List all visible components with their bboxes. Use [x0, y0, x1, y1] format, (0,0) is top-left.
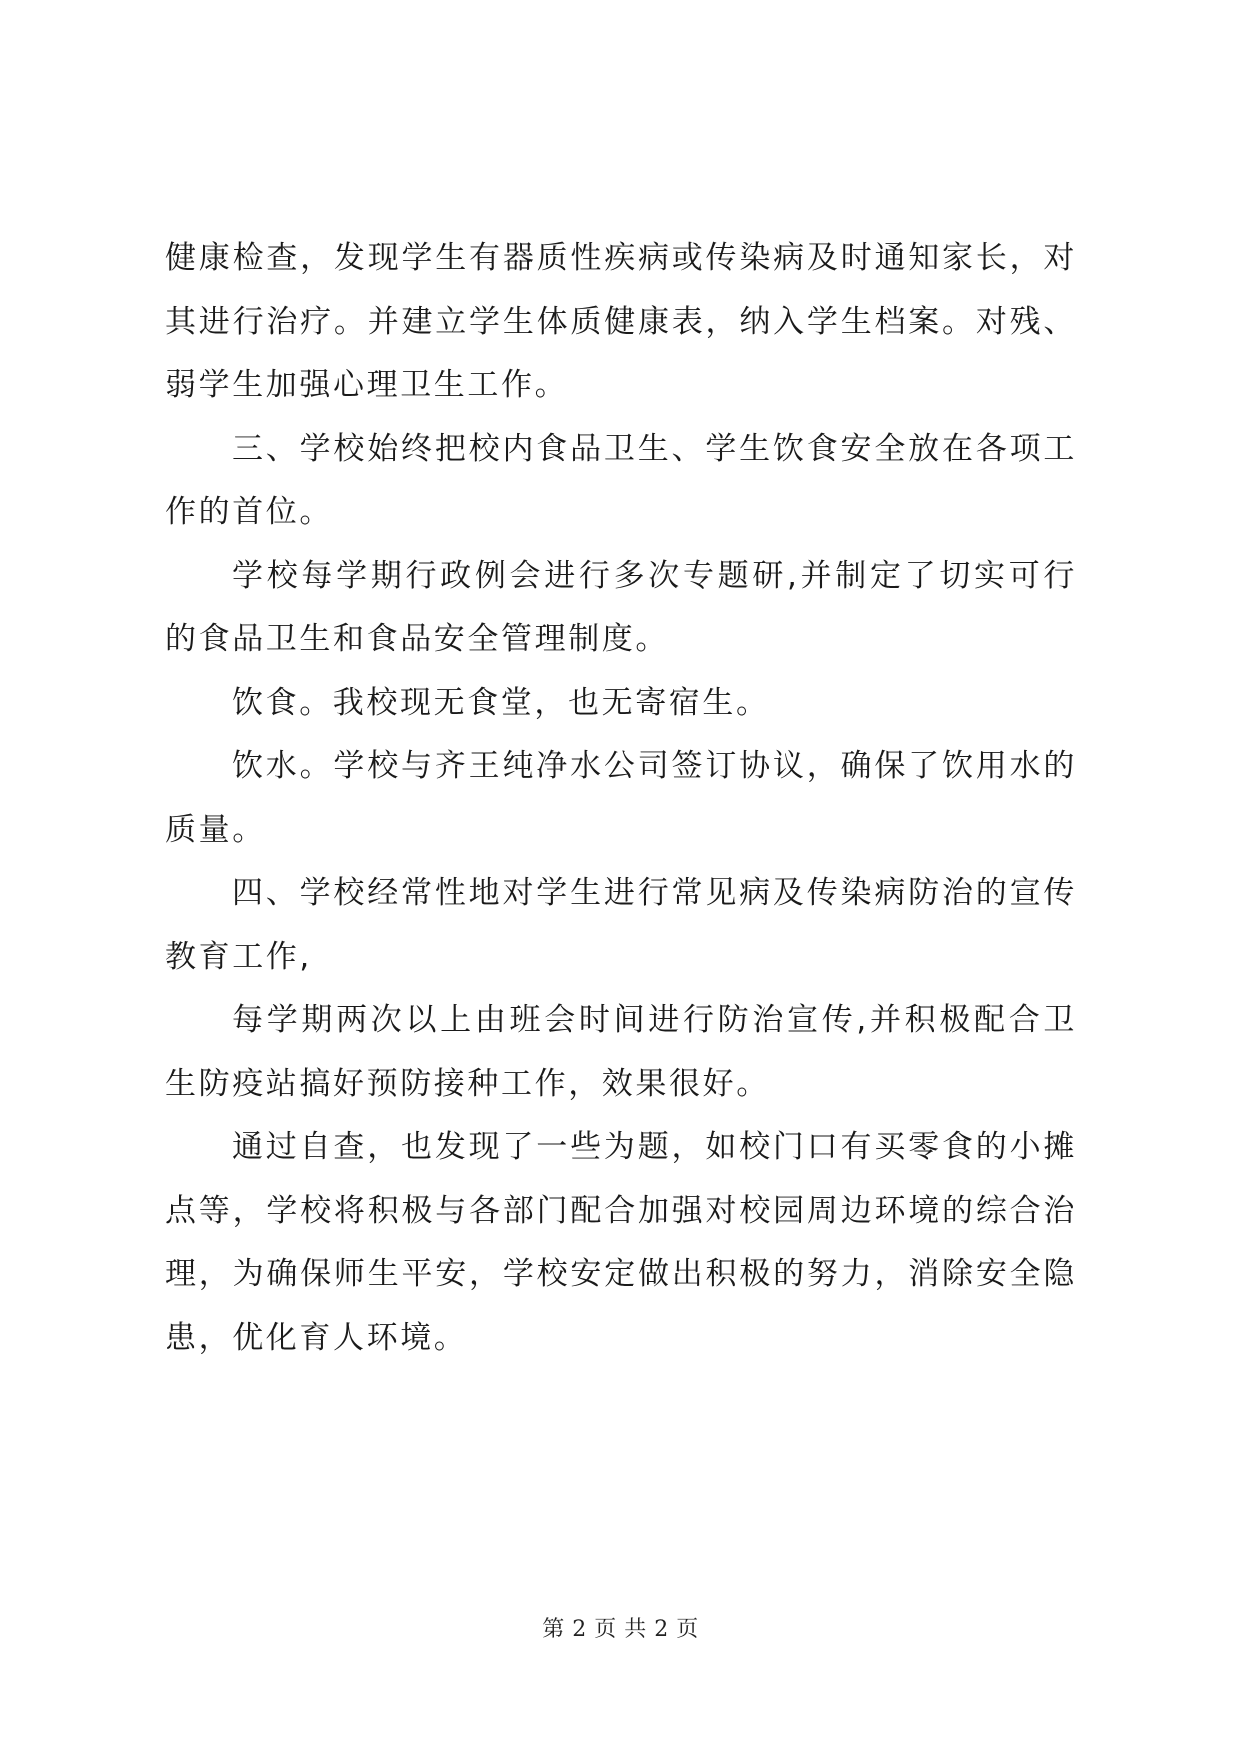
page-number-label: 第 2 页 共 2 页: [542, 1617, 699, 1642]
page-footer: [0, 1612, 1241, 1643]
paragraph-6: 四、学校经常性地对学生进行常见病及传染病防治的宣传教育工作,: [165, 875, 1077, 975]
document-body: [165, 227, 1077, 1370]
paragraph-1: 健康检查，发现学生有器质性疾病或传染病及时通知家长，对其进行治疗。并建立学生体质健康表，纳入学生档案。对残、弱学生加强心理卫生工作。: [165, 240, 1077, 403]
paragraph-5: 饮水。学校与齐王纯净水公司签订协议，确保了饮用水的质量。: [165, 748, 1077, 848]
paragraph-8: 通过自查，也发现了一些为题，如校门口有买零食的小摊点等，学校将积极与各部门配合加强对校园周边环境的综合治理，为确保师生平安，学校安定做出积极的努力，消除安全隐患，优化育人环境。: [165, 1129, 1077, 1356]
paragraph-7: 每学期两次以上由班会时间进行防治宣传,并积极配合卫生防疫站搞好预防接种工作，效果很好。: [165, 1002, 1077, 1102]
paragraph-3: 学校每学期行政例会进行多次专题研,并制定了切实可行的食品卫生和食品安全管理制度。: [165, 557, 1077, 657]
paragraph-2: 三、学校始终把校内食品卫生、学生饮食安全放在各项工作的首位。: [165, 430, 1077, 530]
paragraph-4: 饮食。我校现无食堂，也无寄宿生。: [232, 684, 770, 721]
